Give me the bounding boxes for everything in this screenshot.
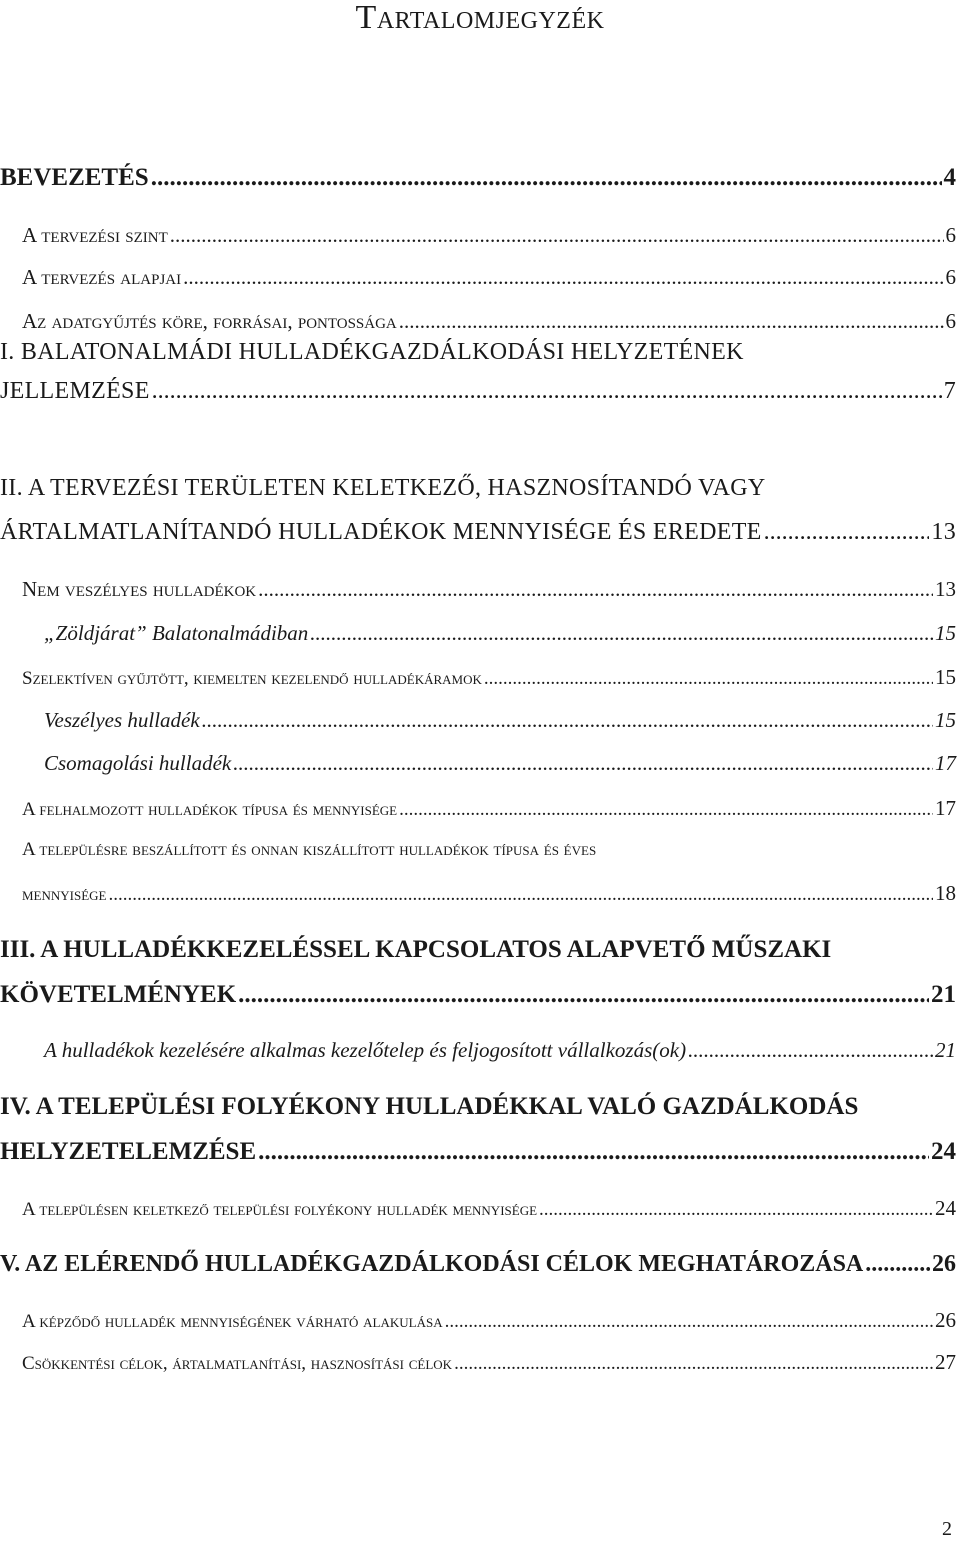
toc-entry-chapter-1-line1[interactable]: I. BALATONALMÁDI HULLADÉKGAZDÁLKODÁSI HELYZETÉNEK xyxy=(0,339,744,365)
toc-entry-label: Csomagolási hulladék xyxy=(44,751,232,775)
toc-entry-page: 4 xyxy=(943,164,956,191)
toc-entry-label: Szelektíven gyűjtött, kiemelten kezelendő hulladékáramok xyxy=(22,668,482,689)
toc-entry-label: V. AZ ELÉRENDŐ HULLADÉKGAZDÁLKODÁSI CÉLOK MEGHATÁROZÁSA xyxy=(0,1251,864,1277)
toc-entry-adatgyujtes[interactable] xyxy=(22,309,956,333)
toc-entry-page: 24 xyxy=(931,1138,956,1165)
toc-entry-chapter-4[interactable] xyxy=(0,1137,956,1167)
toc-entry-chapter-3[interactable] xyxy=(0,980,956,1010)
dot-leader xyxy=(109,883,934,907)
toc-entry-page: 15 xyxy=(935,708,956,732)
toc-entry-tervezes-alapjai[interactable] xyxy=(22,265,956,289)
toc-entry-label: BEVEZETÉS xyxy=(0,164,149,191)
toc-entry-label: A felhalmozott hulladékok típusa és mennyisége xyxy=(22,799,398,820)
toc-entry-nem-veszelyes[interactable] xyxy=(22,577,956,601)
toc-entry-zoldjarat[interactable] xyxy=(44,620,956,646)
dot-leader xyxy=(454,1352,933,1376)
toc-entry-chapter-4-line1[interactable]: IV. A TELEPÜLÉSI FOLYÉKONY HULLADÉKKAL VALÓ GAZDÁLKODÁS xyxy=(0,1093,859,1120)
dot-leader xyxy=(183,265,943,289)
toc-entry-szelektiv[interactable] xyxy=(22,665,956,691)
dot-leader xyxy=(151,163,942,193)
toc-entry-chapter-2[interactable] xyxy=(0,517,956,547)
toc-entry-label: A képződő hulladék mennyiségének várható alakulása xyxy=(22,1311,443,1332)
toc-entry-label: HELYZETELEMZÉSE xyxy=(0,1138,257,1165)
toc-entry-page: 15 xyxy=(935,621,956,645)
toc-entry-veszelyes[interactable] xyxy=(44,707,956,733)
toc-entry-bevezetes[interactable] xyxy=(0,163,956,193)
toc-entry-folyekony-mennyiseg[interactable] xyxy=(22,1196,956,1222)
toc-entry-page: 13 xyxy=(931,519,956,545)
toc-entry-tervezesi-szint[interactable] xyxy=(22,223,956,247)
toc-entry-kepzodo-hulladek[interactable] xyxy=(22,1308,956,1334)
toc-entry-label: mennyisége xyxy=(22,884,107,905)
dot-leader xyxy=(152,376,942,406)
toc-entry-page: 15 xyxy=(935,665,956,689)
toc-entry-label: Az adatgyűjtés köre, forrásai, pontossága xyxy=(22,309,397,333)
toc-entry-page: 7 xyxy=(943,378,956,404)
toc-entry-chapter-2-line1[interactable]: II. A TERVEZÉSI TERÜLETEN KELETKEZŐ, HASZNOSÍTANDÓ VAGY xyxy=(0,475,766,501)
toc-entry-kezelotelep[interactable] xyxy=(44,1037,956,1063)
dot-leader xyxy=(688,1037,933,1063)
toc-entry-page: 21 xyxy=(935,1038,956,1062)
dot-leader xyxy=(238,980,929,1010)
toc-entry-csokkentesi-celok[interactable] xyxy=(22,1350,956,1376)
toc-entry-page: 21 xyxy=(931,981,956,1008)
toc-entry-label: A tervezési szint xyxy=(22,223,168,247)
toc-entry-page: 27 xyxy=(935,1350,956,1374)
toc-entry-page: 6 xyxy=(945,223,956,247)
toc-entry-beszallitott[interactable] xyxy=(22,881,956,907)
dot-leader xyxy=(445,1310,933,1334)
toc-entry-chapter-3-line1[interactable]: III. A HULLADÉKKEZELÉSSEL KAPCSOLATOS ALAPVETŐ MŰSZAKI xyxy=(0,936,832,963)
toc-entry-label: JELLEMZÉSE xyxy=(0,378,150,404)
toc-entry-page: 18 xyxy=(935,881,956,905)
toc-entry-chapter-1[interactable] xyxy=(0,376,956,406)
toc-entry-label: ÁRTALMATLANÍTANDÓ HULLADÉKOK MENNYISÉGE ÉS EREDETE xyxy=(0,519,762,545)
toc-entry-chapter-5[interactable] xyxy=(0,1249,956,1279)
toc-entry-label: Nem veszélyes hulladékok xyxy=(22,577,257,601)
toc-entry-page: 26 xyxy=(932,1251,956,1277)
toc-entry-csomagolasi[interactable] xyxy=(44,750,956,776)
dot-leader xyxy=(258,1137,929,1167)
toc-entry-label: A tervezés alapjai xyxy=(22,265,182,289)
dot-leader xyxy=(202,707,933,733)
toc-title: Tartalomjegyzék xyxy=(355,0,605,36)
page-number: 2 xyxy=(942,1518,952,1540)
dot-leader xyxy=(233,750,933,776)
dot-leader xyxy=(258,577,933,601)
toc-entry-page: 17 xyxy=(935,796,956,820)
toc-entry-page: 26 xyxy=(935,1308,956,1332)
dot-leader xyxy=(170,223,944,247)
toc-entry-page: 17 xyxy=(935,751,956,775)
dot-leader xyxy=(484,667,933,691)
dot-leader xyxy=(865,1249,930,1279)
toc-entry-page: 13 xyxy=(935,577,956,601)
toc-entry-page: 6 xyxy=(945,265,956,289)
toc-entry-felhalmozott[interactable] xyxy=(22,796,956,822)
toc-entry-label: A hulladékok kezelésére alkalmas kezelőtelep és feljogosított vállalkozás(ok) xyxy=(44,1038,687,1062)
dot-leader xyxy=(399,309,944,333)
toc-entry-label: „Zöldjárat” Balatonalmádiban xyxy=(44,621,309,645)
dot-leader xyxy=(310,620,933,646)
toc-entry-page: 6 xyxy=(945,309,956,333)
dot-leader xyxy=(764,517,930,547)
toc-entry-page: 24 xyxy=(935,1196,956,1220)
toc-entry-label: Veszélyes hulladék xyxy=(44,708,200,732)
dot-leader xyxy=(539,1198,933,1222)
toc-entry-label: KÖVETELMÉNYEK xyxy=(0,981,237,1008)
toc-entry-label: A településen keletkező települési folyékony hulladék mennyisége xyxy=(22,1199,538,1220)
toc-entry-beszallitott-line1[interactable]: A településre beszállított és onnan kiszállított hulladékok típusa és éves xyxy=(22,839,597,860)
toc-entry-label: Csökkentési célok, ártalmatlanítási, hasznosítási célok xyxy=(22,1353,453,1374)
dot-leader xyxy=(399,798,933,822)
